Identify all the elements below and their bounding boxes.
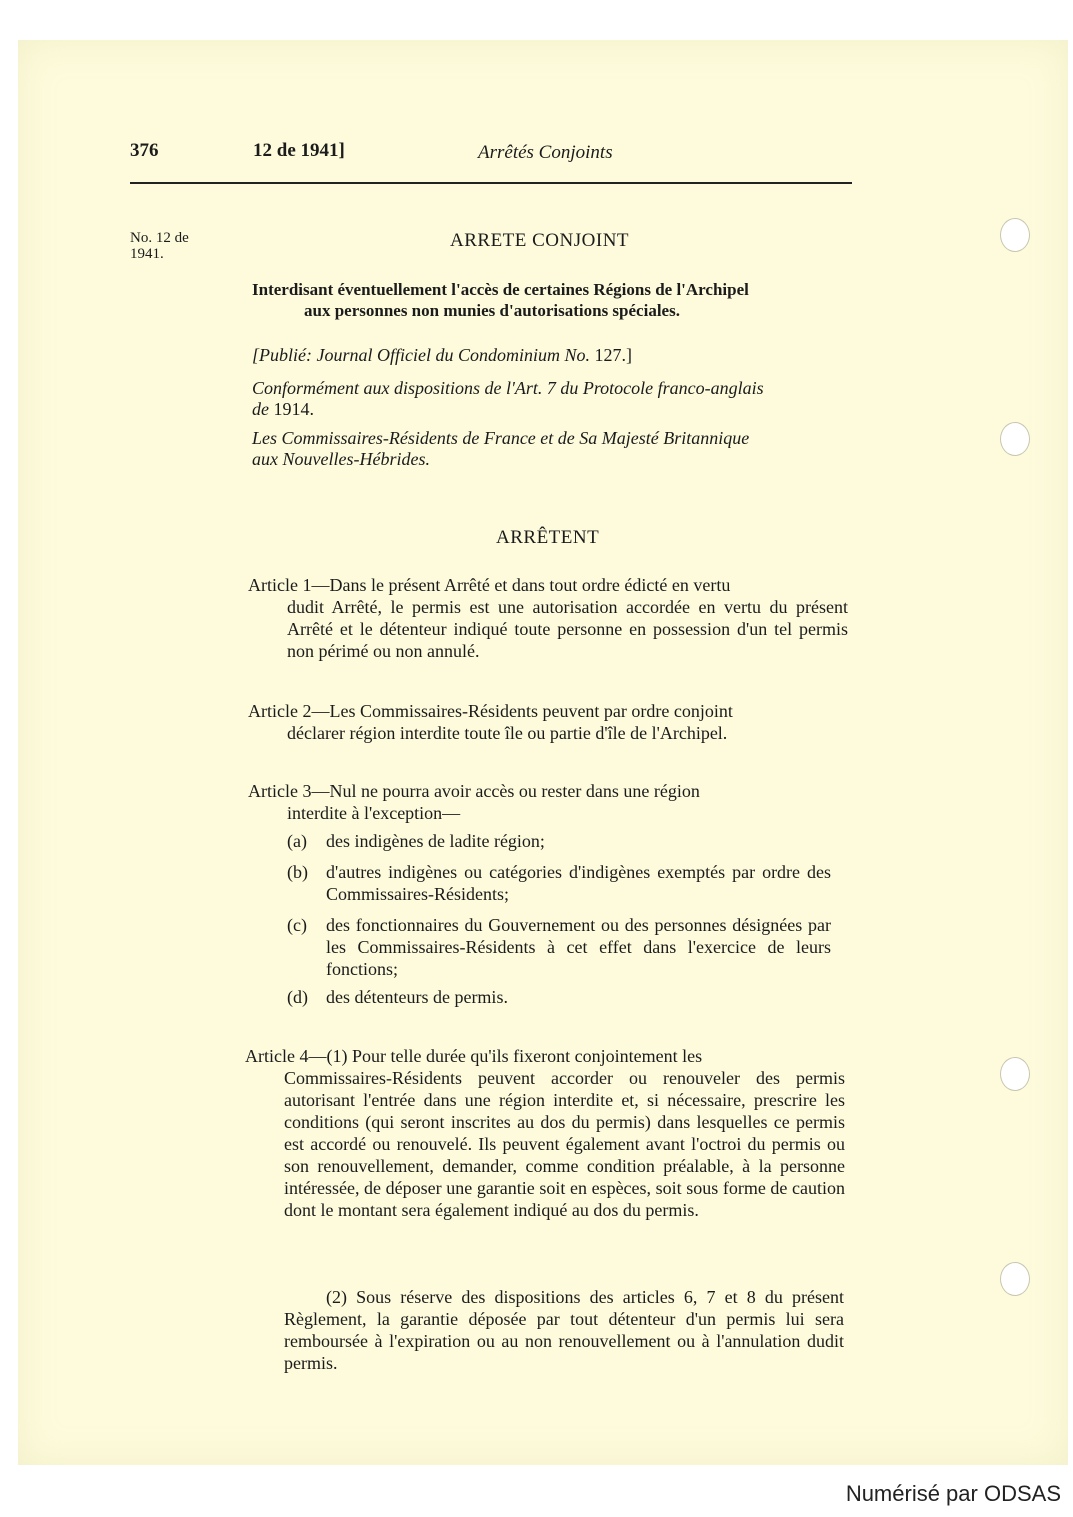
publication-note [252,345,857,366]
article-2 [248,700,848,744]
article-2-first-line: Article 2—Les Commissaires-Résidents peuvent par ordre conjoint [248,701,733,721]
article-1-body: dudit Arrêté, le permis est une autorisation accordée en vertu du présent Arrêté et le détenteur indiqué toute personne en possession d'un tel permis non périmé ou non annulé. [287,597,848,661]
list-item-text: d'autres indigènes ou catégories d'indigènes exemptés par ordre des Commissaires-Résidents; [326,862,831,904]
article-3-body: interdite à l'exception— [287,803,461,823]
article-4-first-line: Article 4—(1) Pour telle durée qu'ils fixeront conjointement les [245,1046,703,1066]
punch-hole-icon [1000,422,1030,456]
header-rule [130,182,852,184]
page-number: 376 [130,140,159,161]
commissaires-line-2: aux Nouvelles-Hébrides. [252,449,430,469]
header-number: 12 de 1941] [253,140,345,161]
publication-number: 127.] [594,345,632,365]
conformement-paragraph [252,378,857,420]
commissaires-paragraph [252,428,857,470]
subtitle-line-2: aux personnes non munies d'autorisations spéciales. [304,301,680,320]
article-1-first-line: Article 1—Dans le présent Arrêté et dans tout ordre édicté en vertu [248,575,731,595]
article-4 [245,1045,845,1221]
article-3 [248,780,848,824]
list-item-label: (c) [287,915,307,935]
article-4-body: Commissaires-Résidents peuvent accorder ou renouveler des permis autorisant l'entrée dans une région interdite et, si nécessaire, prescrire les conditions (qui seront inscrites au dos du permis) dans lesquelles ce permis est accordé ou renouvelé. Ils peuvent également avant l'octroi du permis ou son renouvellement, demander, comme condition préalable, à la personne intéressée, de déposer une garantie soit en espèces, soit sous forme de caution dont le montant sera également indiqué au dos du permis. [284,1068,845,1220]
document-title: ARRETE CONJOINT [450,230,630,251]
digitization-credit: Numérisé par ODSAS [845,1481,1061,1506]
commissaires-line-1: Les Commissaires-Résidents de France et de Sa Majesté Britannique [252,428,750,448]
list-item-label: (b) [287,862,308,882]
article-1 [248,574,848,662]
document-subtitle [252,279,857,321]
arretent-heading: ARRÊTENT [496,527,600,548]
article-2-body: déclarer région interdite toute île ou partie d'île de l'Archipel. [287,723,728,743]
conformement-line-1: Conformément aux dispositions de l'Art. 7 du Protocole franco-anglais [252,378,764,398]
subtitle-line-1: Interdisant éventuellement l'accès de certaines Régions de l'Archipel [252,280,749,299]
conformement-year: 1914. [273,399,314,419]
punch-hole-icon [1000,218,1030,252]
bleed-through-text [223,315,230,342]
article-3-first-line: Article 3—Nul ne pourra avoir accès ou rester dans une région [248,781,700,801]
punch-hole-icon [1000,1262,1030,1296]
margin-note: No. 12 de 1941. [130,230,189,262]
conformement-line-2: de [252,399,269,419]
list-item-text: des détenteurs de permis. [326,987,508,1007]
list-item-text: des indigènes de ladite région; [326,831,545,851]
list-item-label: (d) [287,987,308,1007]
punch-hole-icon [1000,1057,1030,1091]
publication-prefix: [Publié: Journal Officiel du Condominium No. [252,345,590,365]
list-item-text: des fonctionnaires du Gouvernement ou des personnes désignées par les Commissaires-Résidents à cet effet dans l'exercice de leurs fonctions; [326,915,831,979]
running-title: Arrêtés Conjoints [478,142,613,163]
article-4-paragraph-2: (2) Sous réserve des dispositions des articles 6, 7 et 8 du présent Règlement, la garantie déposée par tout détenteur d'un permis lui sera remboursée à l'expiration ou au non renouvellement ou à l'annulation dudit permis. [284,1287,844,1373]
list-item-label: (a) [287,831,307,851]
